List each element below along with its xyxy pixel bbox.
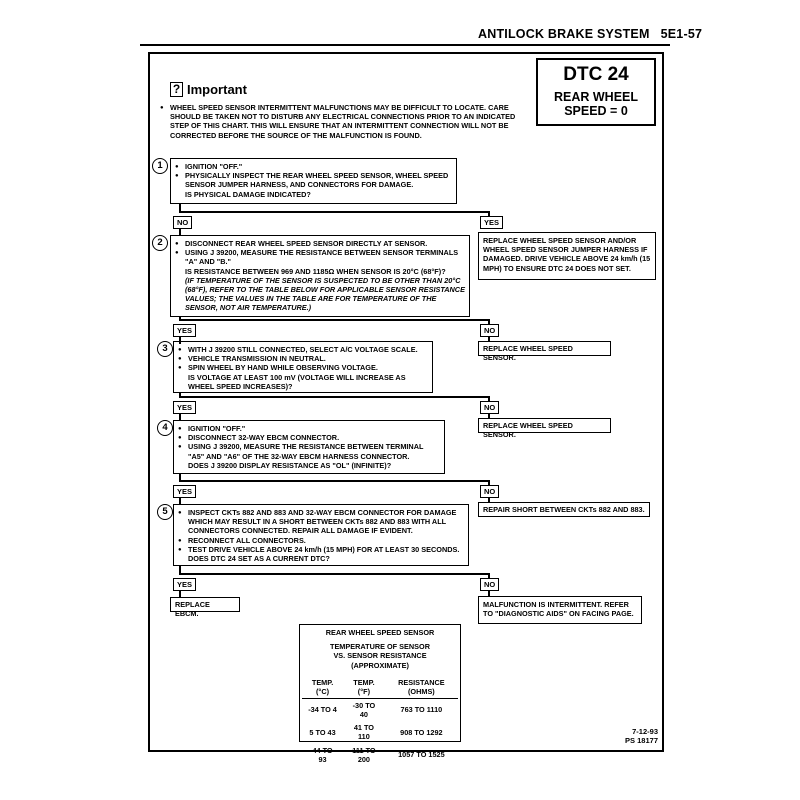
page-number: 5E1-57 xyxy=(660,27,703,41)
table-cell: 44 TO 93 xyxy=(312,745,333,764)
table-row xyxy=(302,721,458,743)
step-5-no-result: MALFUNCTION IS INTERMITTENT. REFER TO "DIAGNOSTIC AIDS" ON FACING PAGE. xyxy=(478,596,642,624)
step-2-question: IS RESISTANCE BETWEEN 969 AND 1185Ω WHEN SENSOR IS 20°C (68°F)? xyxy=(185,266,446,276)
step-1-item: ● IGNITION "OFF." xyxy=(185,162,452,171)
table-subtitle-1: TEMPERATURE OF SENSOR xyxy=(329,642,430,652)
important-note xyxy=(160,103,530,140)
step-5-box xyxy=(173,504,469,566)
connector xyxy=(179,211,489,213)
step-3-question: IS VOLTAGE AT LEAST 100 mV (VOLTAGE WILL INCREASE AS WHEEL SPEED INCREASES)? xyxy=(188,372,406,391)
table-header: TEMP. (°F) xyxy=(343,676,385,699)
table-cell: 1057 TO 1525 xyxy=(398,750,445,760)
table-cell: 908 TO 1292 xyxy=(400,727,443,737)
step-2-item: ● DISCONNECT REAR WHEEL SPEED SENSOR DIRECTLY AT SENSOR. xyxy=(185,239,465,248)
step-5-item: ● TEST DRIVE VEHICLE ABOVE 24 km/h (15 MPH) FOR AT LEAST 30 SECONDS. xyxy=(188,545,464,554)
step-4-box xyxy=(173,420,445,474)
connector xyxy=(179,573,489,575)
step-1-number: 1 xyxy=(152,158,168,174)
step-5-number: 5 xyxy=(157,504,173,520)
footer xyxy=(590,727,658,745)
step-2-yes-label: YES xyxy=(173,324,196,337)
step-4-item: ● USING J 39200, MEASURE THE RESISTANCE BETWEEN TERMINAL "A5" AND "A6" OF THE 32-WAY EBCM HARNESS CONNECTOR. xyxy=(188,442,440,460)
table-header: RESISTANCE (OHMS) xyxy=(385,676,458,699)
dtc-line2: SPEED = 0 xyxy=(564,104,628,118)
step-1-question: IS PHYSICAL DAMAGE INDICATED? xyxy=(185,189,311,199)
resistance-table-box xyxy=(299,624,461,764)
step-5-no-label: NO xyxy=(480,578,499,591)
step-2-note: (IF TEMPERATURE OF THE SENSOR IS SUSPECTED TO BE OTHER THAN 20°C (68°F), REFER TO THE TABLE BELOW FOR APPLICABLE SENSOR RESISTANCE VALUES; THE VALUES IN THE TABLE ARE FOR TEMPERATURE OF THE SENSOR, NOT AIR TEMPERATURE.) xyxy=(185,275,465,313)
table-row xyxy=(302,698,458,721)
important-text: ● WHEEL SPEED SENSOR INTERMITTENT MALFUNCTIONS MAY BE DIFFICULT TO LOCATE. CARE SHOULD BE TAKEN NOT TO DISTURB ANY ELECTRICAL CONNECTIONS PRIOR TO AN INDICATED STEP OF THIS CHART. THIS WILL ENSURE THAT AN INTERMITTENT CONNECTION WILL NOT BE CORRECTED BEFORE THE SOURCE OF THE MALFUNCTION IS FOUND. xyxy=(170,103,530,140)
step-4-item: ● IGNITION "OFF." xyxy=(188,424,440,433)
table-cell: 111 TO 200 xyxy=(352,745,376,764)
table-subtitle-3: (APPROXIMATE) xyxy=(351,660,409,670)
step-3-no-result: REPLACE WHEEL SPEED SENSOR. xyxy=(478,418,611,433)
step-4-number: 4 xyxy=(157,420,173,436)
step-2-number: 2 xyxy=(152,235,168,251)
step-1-yes-label: YES xyxy=(480,216,503,229)
step-3-box xyxy=(173,341,433,393)
footer-ps: PS 18177 xyxy=(625,736,658,745)
step-2-item: ● USING J 39200, MEASURE THE RESISTANCE BETWEEN SENSOR TERMINALS "A" AND "B." xyxy=(185,248,465,266)
step-1-box xyxy=(170,158,457,204)
connector xyxy=(179,480,489,482)
important-title: Important xyxy=(187,82,247,97)
resistance-table xyxy=(302,676,458,766)
dtc-code: DTC 24 xyxy=(563,64,629,85)
important-icon: ? xyxy=(170,82,183,97)
step-4-no-result: REPAIR SHORT BETWEEN CKTs 882 AND 883. xyxy=(478,502,650,517)
step-2-no-label: NO xyxy=(480,324,499,337)
step-5-yes-result: REPLACE EBCM. xyxy=(170,597,240,612)
step-1-no-label: NO xyxy=(173,216,192,229)
step-4-yes-label: YES xyxy=(173,485,196,498)
table-row xyxy=(302,744,458,766)
table-title: REAR WHEEL SPEED SENSOR xyxy=(325,628,435,637)
step-3-item: ● VEHICLE TRANSMISSION IN NEUTRAL. xyxy=(188,354,428,363)
page-header xyxy=(478,27,702,41)
table-header: TEMP. (°C) xyxy=(302,676,343,699)
step-3-number: 3 xyxy=(157,341,173,357)
header-title: ANTILOCK BRAKE SYSTEM xyxy=(478,27,650,41)
table-cell: -34 TO 4 xyxy=(308,705,337,715)
connector xyxy=(179,396,489,398)
step-1-item: ● PHYSICALLY INSPECT THE REAR WHEEL SPEED SENSOR, WHEEL SPEED SENSOR JUMPER HARNESS, AND CONNECTORS FOR DAMAGE. xyxy=(185,171,452,189)
step-3-yes-label: YES xyxy=(173,401,196,414)
table-cell: 5 TO 43 xyxy=(309,727,336,737)
step-4-question: DOES J 39200 DISPLAY RESISTANCE AS "OL" (INFINITE)? xyxy=(188,460,392,470)
step-3-item: ● SPIN WHEEL BY HAND WHILE OBSERVING VOLTAGE. xyxy=(188,363,428,372)
dtc-box xyxy=(536,58,656,126)
dtc-line1: REAR WHEEL xyxy=(553,90,639,104)
step-5-item: ● INSPECT CKTs 882 AND 883 AND 32-WAY EBCM CONNECTOR FOR DAMAGE WHICH MAY RESULT IN A SHORT BETWEEN CKTs 882 AND 883 WITH ALL CONNECTORS CONNECTED. REPAIR ALL DAMAGE IF EVIDENT. xyxy=(188,508,464,536)
table-subtitle-2: VS. SENSOR RESISTANCE xyxy=(333,651,427,661)
step-5-yes-label: YES xyxy=(173,578,196,591)
table-cell: 763 TO 1110 xyxy=(400,705,443,715)
table-cell: -30 TO 40 xyxy=(352,700,376,720)
step-4-item: ● DISCONNECT 32-WAY EBCM CONNECTOR. xyxy=(188,433,440,442)
step-2-no-result: REPLACE WHEEL SPEED SENSOR. xyxy=(478,341,611,356)
step-5-item: ● RECONNECT ALL CONNECTORS. xyxy=(188,536,464,545)
step-1-yes-result: REPLACE WHEEL SPEED SENSOR AND/OR WHEEL SPEED SENSOR JUMPER HARNESS IF DAMAGED. DRIVE VEHICLE ABOVE 24 km/h (15 MPH) TO ENSURE DTC 24 DOES NOT SET. xyxy=(478,232,656,280)
table-cell: 41 TO 110 xyxy=(353,723,374,742)
step-2-box xyxy=(170,235,470,317)
footer-date: 7-12-93 xyxy=(632,727,658,736)
step-3-no-label: NO xyxy=(480,401,499,414)
step-4-no-label: NO xyxy=(480,485,499,498)
header-rule xyxy=(140,44,670,46)
connector xyxy=(179,319,489,321)
step-3-item: ● WITH J 39200 STILL CONNECTED, SELECT A/C VOLTAGE SCALE. xyxy=(188,345,428,354)
step-5-question: DOES DTC 24 SET AS A CURRENT DTC? xyxy=(188,554,330,564)
